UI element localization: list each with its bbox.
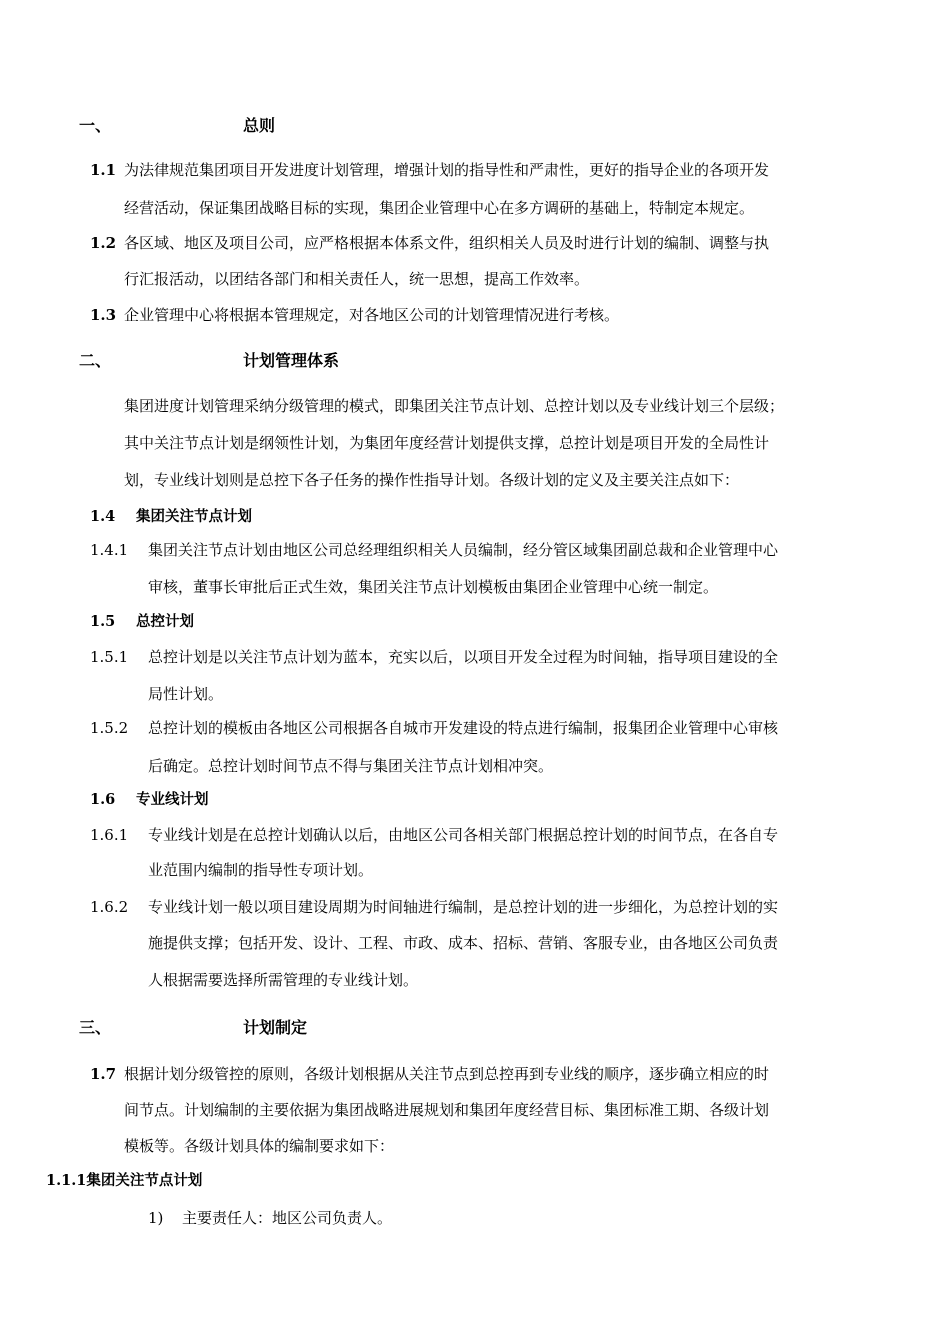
- clause-1-6-1-line-1: 专业线计划是在总控计划确认以后，由地区公司各相关部门根据总控计划的时间节点，在各自专: [148, 826, 779, 844]
- clause-1-3-number: 1.3: [90, 306, 117, 324]
- clause-1-7-number: 1.7: [90, 1065, 117, 1083]
- heading-1-5-title: 总控计划: [136, 613, 194, 630]
- heading-1-5-number: 1.5: [90, 613, 116, 630]
- clause-1-5-1-number: 1.5.1: [90, 648, 129, 666]
- clause-1-5-2-number: 1.5.2: [90, 719, 129, 737]
- heading-1-4-title: 集团关注节点计划: [136, 508, 252, 525]
- list-item-1-text: 主要责任人：地区公司负责人。: [182, 1209, 393, 1227]
- clause-1-4-1-line-2: 审核，董事长审批后正式生效，集团关注节点计划模板由集团企业管理中心统一制定。: [148, 578, 719, 596]
- clause-1-6-2-number: 1.6.2: [90, 898, 129, 916]
- clause-1-6-2-line-3: 人根据需要选择所需管理的专业线计划。: [148, 971, 419, 989]
- heading-1-6-number: 1.6: [90, 791, 116, 808]
- clause-1-2-line-2: 行汇报活动，以团结各部门和相关责任人，统一思想，提高工作效率。: [124, 270, 590, 288]
- clause-1-1-line-1: 为法律规范集团项目开发进度计划管理，增强计划的指导性和严肃性，更好的指导企业的各项开发: [124, 161, 770, 179]
- clause-1-2-line-1: 各区域、地区及项目公司，应严格根据本体系文件，组织相关人员及时进行计划的编制、调整与执: [124, 234, 770, 252]
- section-1-title: 总则: [243, 116, 276, 135]
- clause-1-6-1-line-2: 业范围内编制的指导性专项计划。: [148, 861, 374, 879]
- clause-1-1-number: 1.1: [90, 161, 117, 179]
- clause-1-2-number: 1.2: [90, 234, 117, 252]
- heading-1-1-1: 1.1.1集团关注节点计划: [46, 1172, 203, 1189]
- clause-1-4-1-line-1: 集团关注节点计划由地区公司总经理组织相关人员编制，经分管区域集团副总裁和企业管理中心: [148, 541, 779, 559]
- clause-1-6-2-line-1: 专业线计划一般以项目建设周期为时间轴进行编制，是总控计划的进一步细化，为总控计划的实: [148, 898, 779, 916]
- clause-1-5-1-line-1: 总控计划是以关注节点计划为蓝本，充实以后，以项目开发全过程为时间轴，指导项目建设的全: [148, 648, 779, 666]
- clause-1-7-line-1: 根据计划分级管控的原则，各级计划根据从关注节点到总控再到专业线的顺序，逐步确立相应的时: [124, 1065, 770, 1083]
- clause-1-6-2-line-2: 施提供支撑；包括开发、设计、工程、市政、成本、招标、营销、客服专业，由各地区公司负责: [148, 934, 779, 952]
- section-2-title: 计划管理体系: [243, 351, 340, 370]
- clause-1-5-2-line-2: 后确定。总控计划时间节点不得与集团关注节点计划相冲突。: [148, 757, 554, 775]
- list-item-1-number: 1): [148, 1209, 164, 1227]
- section-2-intro-line-2: 其中关注节点计划是纲领性计划，为集团年度经营计划提供支撑，总控计划是项目开发的全局性计: [124, 434, 770, 452]
- clause-1-7-line-2: 间节点。计划编制的主要依据为集团战略进展规划和集团年度经营目标、集团标准工期、各级计划: [124, 1101, 770, 1119]
- section-3-number: 三、: [79, 1018, 112, 1037]
- clause-1-1-line-2: 经营活动，保证集团战略目标的实现，集团企业管理中心在多方调研的基础上，特制定本规定。: [124, 199, 755, 217]
- clause-1-5-1-line-2: 局性计划。: [148, 685, 224, 703]
- section-2-number: 二、: [79, 351, 112, 370]
- section-2-intro-line-3: 划，专业线计划则是总控下各子任务的操作性指导计划。各级计划的定义及主要关注点如下：: [124, 471, 740, 489]
- heading-1-6-title: 专业线计划: [136, 791, 209, 808]
- heading-1-4-number: 1.4: [90, 508, 116, 525]
- clause-1-4-1-number: 1.4.1: [90, 541, 129, 559]
- clause-1-7-line-3: 模板等。各级计划具体的编制要求如下：: [124, 1137, 395, 1155]
- section-3-title: 计划制定: [243, 1018, 308, 1037]
- section-1-number: 一、: [79, 116, 112, 135]
- clause-1-3-line-1: 企业管理中心将根据本管理规定，对各地区公司的计划管理情况进行考核。: [124, 306, 620, 324]
- clause-1-5-2-line-1: 总控计划的模板由各地区公司根据各自城市开发建设的特点进行编制，报集团企业管理中心审核: [148, 719, 779, 737]
- section-2-intro-line-1: 集团进度计划管理采纳分级管理的模式，即集团关注节点计划、总控计划以及专业线计划三个层级；: [124, 397, 785, 415]
- clause-1-6-1-number: 1.6.1: [90, 826, 129, 844]
